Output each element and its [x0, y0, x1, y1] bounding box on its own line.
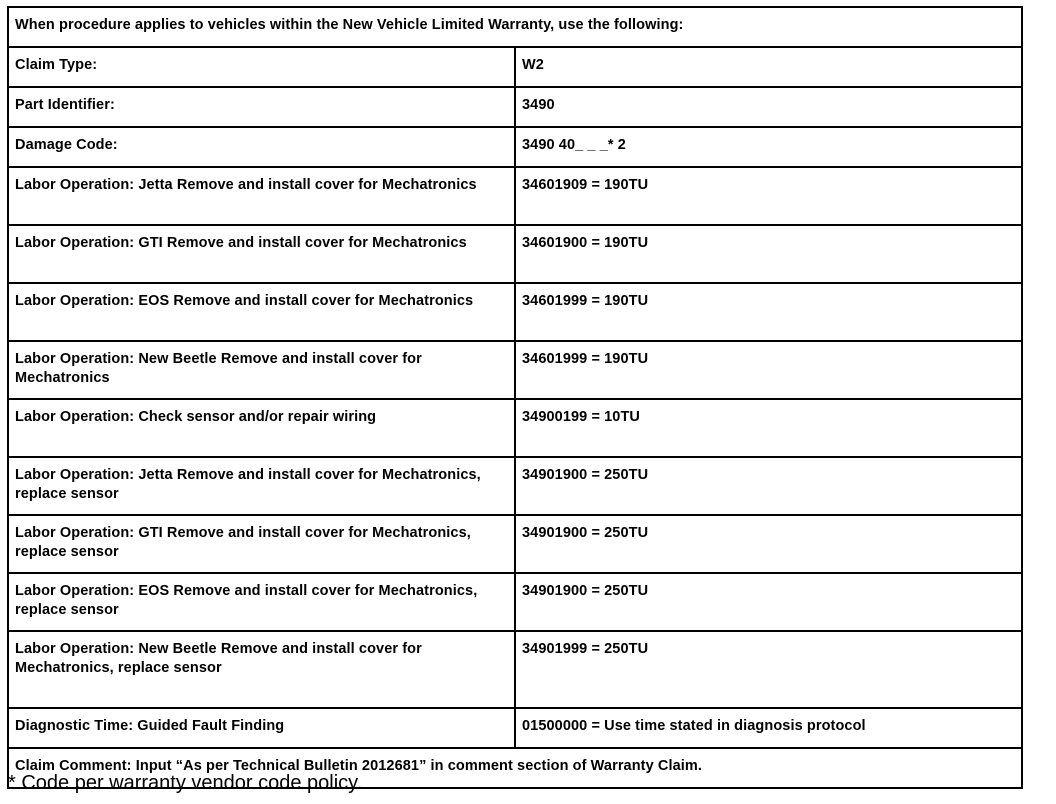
row-label: Labor Operation: EOS Remove and install cover for Mechatronics — [8, 283, 515, 341]
row-value: 34900199 = 10TU — [515, 399, 1022, 457]
warranty-table — [7, 6, 1023, 789]
row-value: 34601999 = 190TU — [515, 283, 1022, 341]
row-label: Labor Operation: EOS Remove and install cover for Mechatronics, replace sensor — [8, 573, 515, 631]
row-label: Labor Operation: Check sensor and/or repair wiring — [8, 399, 515, 457]
row-value: 34901900 = 250TU — [515, 573, 1022, 631]
table-row — [8, 225, 1022, 283]
table-row — [8, 167, 1022, 225]
table-row — [8, 631, 1022, 708]
row-label: Labor Operation: GTI Remove and install cover for Mechatronics, replace sensor — [8, 515, 515, 573]
table-header-row — [8, 7, 1022, 47]
row-label: Labor Operation: Jetta Remove and install cover for Mechatronics — [8, 167, 515, 225]
claim-comment: Claim Comment: Input “As per Technical Bulletin 2012681” in comment section of Warranty Claim. — [8, 748, 1022, 788]
row-label: Damage Code: — [8, 127, 515, 167]
row-value: 3490 — [515, 87, 1022, 127]
row-value: 3490 40_ _ _* 2 — [515, 127, 1022, 167]
table-row — [8, 341, 1022, 399]
table-row — [8, 399, 1022, 457]
row-value: 34601909 = 190TU — [515, 167, 1022, 225]
row-value: 34601900 = 190TU — [515, 225, 1022, 283]
table-row — [8, 127, 1022, 167]
row-value: 34901900 = 250TU — [515, 457, 1022, 515]
row-label: Part Identifier: — [8, 87, 515, 127]
table-row — [8, 708, 1022, 748]
row-label: Labor Operation: New Beetle Remove and install cover for Mechatronics, replace sensor — [8, 631, 515, 708]
row-label: Labor Operation: Jetta Remove and install cover for Mechatronics, replace sensor — [8, 457, 515, 515]
footnote: * Code per warranty vendor code policy. — [8, 772, 363, 794]
table-row — [8, 87, 1022, 127]
table-header: When procedure applies to vehicles within the New Vehicle Limited Warranty, use the following: — [8, 7, 1022, 47]
row-value: 01500000 = Use time stated in diagnosis protocol — [515, 708, 1022, 748]
row-label: Claim Type: — [8, 47, 515, 87]
row-value: 34601999 = 190TU — [515, 341, 1022, 399]
table-row — [8, 457, 1022, 515]
row-label: Labor Operation: GTI Remove and install cover for Mechatronics — [8, 225, 515, 283]
row-label: Labor Operation: New Beetle Remove and install cover for Mechatronics — [8, 341, 515, 399]
table-row — [8, 47, 1022, 87]
table-row — [8, 283, 1022, 341]
row-value: W2 — [515, 47, 1022, 87]
row-value: 34901999 = 250TU — [515, 631, 1022, 708]
table-row — [8, 515, 1022, 573]
row-label: Diagnostic Time: Guided Fault Finding — [8, 708, 515, 748]
table-row — [8, 573, 1022, 631]
row-value: 34901900 = 250TU — [515, 515, 1022, 573]
